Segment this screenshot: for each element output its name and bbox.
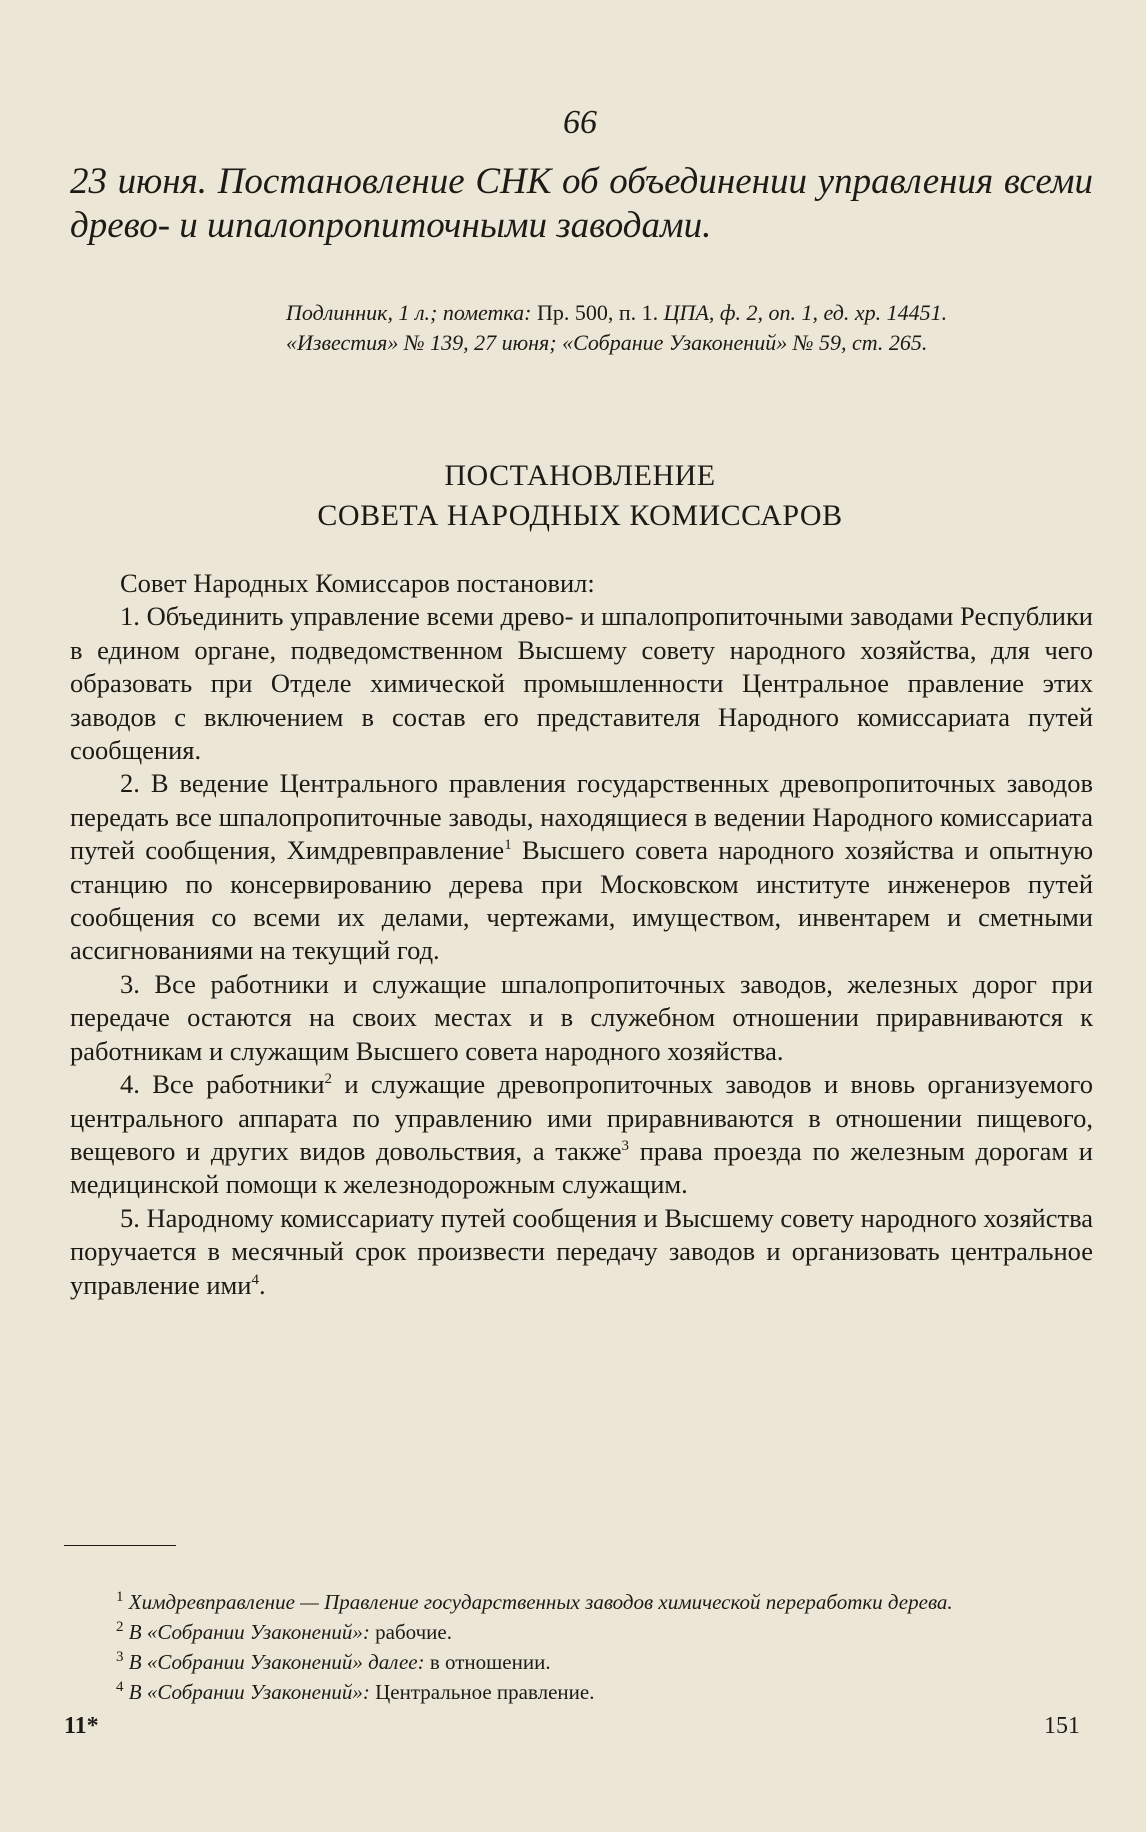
source-original-mark: Пр. 500, п. 1. [531, 300, 664, 325]
footnote-ref-1: 1 [504, 837, 512, 854]
source-publication: «Известия» № 139, 27 июня; «Собрание Узаконений» № 59, ст. 265. [286, 330, 928, 355]
paragraph-4: 4. Все работники$^2$ и служащие древопропиточных заводов и вновь организуемого центрального аппарата по управлению ими приравниваются в отношении пищевого, вещевого и других видов довольствия, а также$^3$ права проезда по железным дорогам и медицинской помощи к железнодорожным служащим. [70, 1069, 1093, 1200]
source-original-label: Подлинник, 1 л.; пометка: [286, 300, 532, 325]
heading-line-2: СОВЕТА НАРОДНЫХ КОМИССАРОВ [317, 499, 843, 532]
printer-signature-mark: 11* [64, 1713, 99, 1739]
document-title: 23 июня. Постановление СНК об объединении управления всеми древо- и шпалопропиточными заводами. [70, 161, 1093, 246]
page-number: 151 [1044, 1713, 1080, 1739]
paragraph-5: 5. Народному комиссариату путей сообщения и Высшему совету народного хозяйства поручается в месячный срок произвести передачу заводов и организовать центральное управление ими$^4$. [70, 1202, 1093, 1300]
footnote-1: $^1$ Химдревправление — Правление государственных заводов химической переработки дерева. [116, 1589, 953, 1614]
document-number: 66 [563, 104, 597, 141]
footnote-4: $^4$ В «Собрании Узаконений»: Центральное правление. [116, 1679, 595, 1704]
preamble: Совет Народных Комиссаров постановил: [120, 568, 595, 598]
footnote-ref-4: 4 [251, 1271, 259, 1288]
source-original-archive: ЦПА, ф. 2, оп. 1, ед. хр. 14451. [663, 300, 948, 325]
resolution-body [70, 567, 1093, 1302]
paragraph-1: 1. Объединить управление всеми древо- и шпалопропиточными заводами Республики в едином органе, подведомственном Высшему совету народного хозяйства, для чего образовать при Отделе химической промышленности Центральное правление этих заводов с включением в состав его представителя Народного комиссариата путей сообщения. [70, 601, 1093, 766]
footnotes [64, 1587, 1079, 1707]
heading-line-1: ПОСТАНОВЛЕНИЕ [444, 459, 716, 492]
footnote-divider [64, 1545, 176, 1546]
footnote-ref-3: 3 [621, 1138, 630, 1155]
resolution-heading [0, 456, 1146, 536]
paragraph-3: 3. Все работники и служащие шпалопропиточных заводов, железных дорог при передаче остаются на своих местах и в служебном отношении приравниваются к работникам и служащим Высшего совета народного хозяйства. [70, 968, 1093, 1066]
footnote-ref-2: 2 [324, 1071, 332, 1088]
footnote-3: $^3$ В «Собрании Узаконений» далее: в отношении. [116, 1649, 551, 1674]
footnote-2: $^2$ В «Собрании Узаконений»: рабочие. [116, 1619, 452, 1644]
archival-sources [226, 298, 1092, 358]
source-original [226, 298, 1092, 328]
paragraph-2: 2. В ведение Центрального правления государственных древопропиточных заводов передать все шпалопропиточные заводы, находящиеся в ведении Народного комиссариата путей сообщения, Химдревправление$^1$ Высшего совета народного хозяйства и опытную станцию по консервированию дерева при Московском институте инженеров путей сообщения со всеми их делами, чертежами, имуществом, инвентарем и сметными ассигнованиями на текущий год. [70, 768, 1093, 966]
